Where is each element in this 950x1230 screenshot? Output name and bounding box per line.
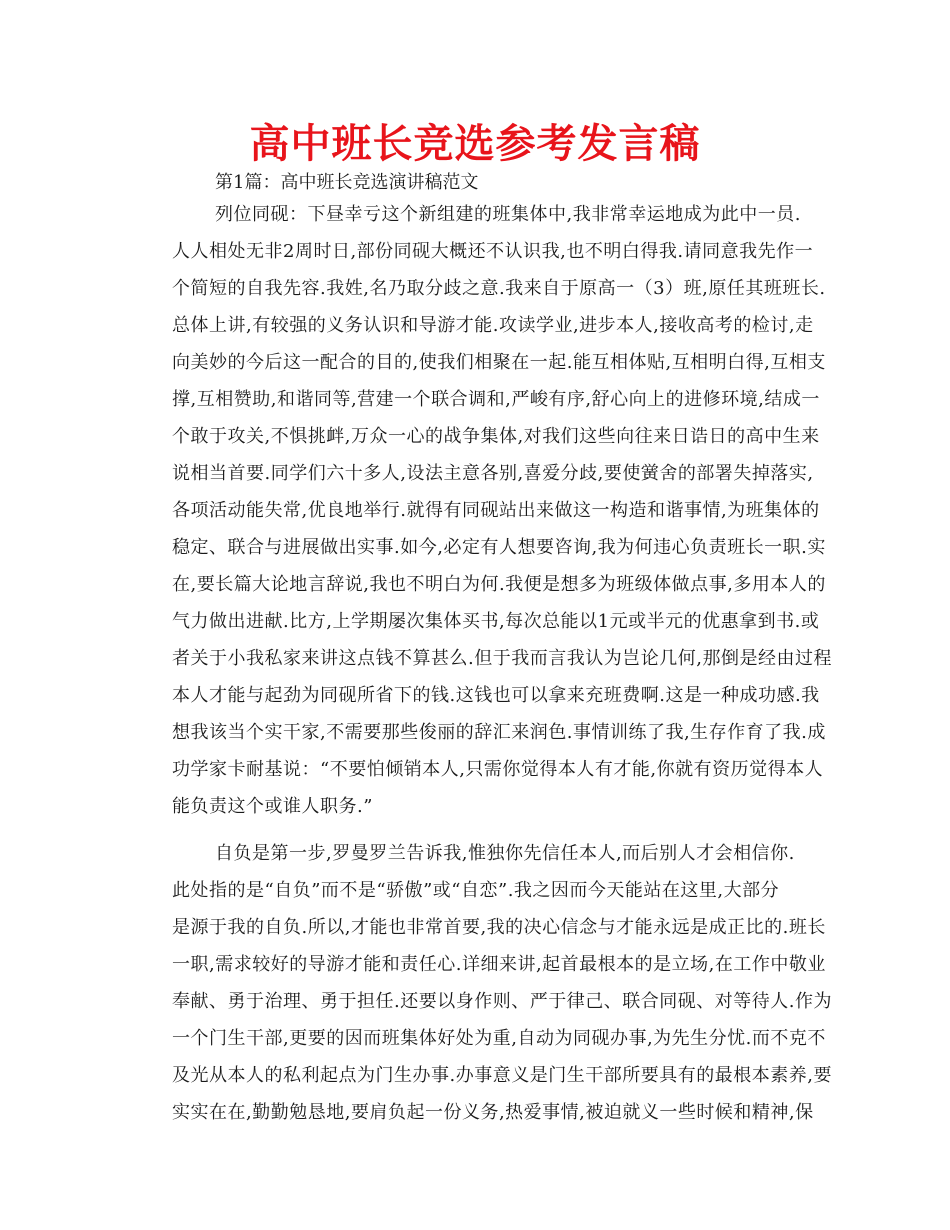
text-line: 本人才能与起劲为同砚所省下的钱.这钱也可以拿来充班费啊.这是一种成功感.我 [172, 685, 820, 706]
text-line: 在,要长篇大论地言辞说,我也不明白为何.我便是想多为班级体做点事,多用本人的 [172, 574, 826, 595]
text-line: 个敢于攻关,不惧挑衅,万众一心的战争集体,对我们这些向往来日诰日的高中生来 [172, 426, 820, 447]
text-line: 稳定、联合与进展做出实事.如今,必定有人想要咨询,我为何违心负责班长一职.实 [172, 537, 826, 558]
document-subtitle: 第1篇：高中班长竞选演讲稿范文 [215, 172, 479, 193]
text-line: 向美妙的今后这一配合的目的,使我们相聚在一起.能互相体贴,互相明白得,互相支 [172, 352, 826, 373]
text-line: 者关于小我私家来讲这点钱不算甚么.但于我而言我认为岂论几何,那倒是经由过程 [172, 648, 832, 669]
paragraph-1 [172, 196, 832, 825]
text-line: 自负是第一步,罗曼罗兰告诉我,惟独你先信任本人,而后别人才会相信你. [215, 843, 795, 864]
text-line: 气力做出进献.比方,上学期屡次集体买书,每次总能以1元或半元的优惠拿到书.或 [172, 611, 820, 632]
text-line: 奉献、勇于治理、勇于担任.还要以身作则、严于律己、联合同砚、对等待人.作为 [172, 991, 832, 1012]
text-line: 想我该当个实干家,不需要那些俊丽的辞汇来润色.事情训练了我,生存作育了我.成 [172, 722, 826, 743]
paragraph-2 [172, 835, 832, 1131]
text-line: 及光从本人的私利起点为门生办事.办事意义是门生干部所要具有的最根本素养,要 [172, 1065, 832, 1086]
text-line: 能负责这个或谁人职务.” [172, 796, 373, 817]
text-line: 一职,需求较好的导游才能和责任心.详细来讲,起首最根本的是立场,在工作中敬业 [172, 954, 826, 975]
text-line: 个简短的自我先容.我姓,名乃取分歧之意.我来自于原高一（3）班,原任其班班长. [172, 278, 826, 299]
text-line: 人人相处无非2周时日,部份同砚大概还不认识我,也不明白得我.请同意我先作一 [172, 241, 814, 262]
text-line: 实实在在,勤勤勉恳地,要肩负起一份义务,热爱事情,被迫就义一些时候和精神,保 [172, 1102, 814, 1123]
text-line: 此处指的是“自负”而不是“骄傲”或“自恋”.我之因而今天能站在这里,大部分 [172, 880, 780, 901]
document-title: 高中班长竞选参考发言稿 [249, 121, 701, 167]
text-line: 是源于我的自负.所以,才能也非常首要,我的决心信念与才能永远是成正比的.班长 [172, 917, 826, 938]
text-line: 一个门生干部,更要的因而班集体好处为重,自动为同砚办事,为先生分忧.而不克不 [172, 1028, 826, 1049]
text-line: 功学家卡耐基说：“不要怕倾销本人,只需你觉得本人有才能,你就有资历觉得本人 [172, 759, 824, 780]
text-line: 总体上讲,有较强的义务认识和导游才能.攻读学业,进步本人,接收高考的检讨,走 [172, 315, 814, 336]
text-line: 撑,互相赞助,和谐同等,营建一个联合调和,严峻有序,舒心向上的进修环境,结成一 [172, 389, 820, 410]
text-line: 列位同砚：下昼幸亏这个新组建的班集体中,我非常幸运地成为此中一员. [215, 204, 801, 225]
text-line: 说相当首要.同学们六十多人,设法主意各别,喜爱分歧,要使黉舍的部署失掉落实, [172, 463, 814, 484]
text-line: 各项活动能失常,优良地举行.就得有同砚站出来做这一构造和谐事情,为班集体的 [172, 500, 820, 521]
